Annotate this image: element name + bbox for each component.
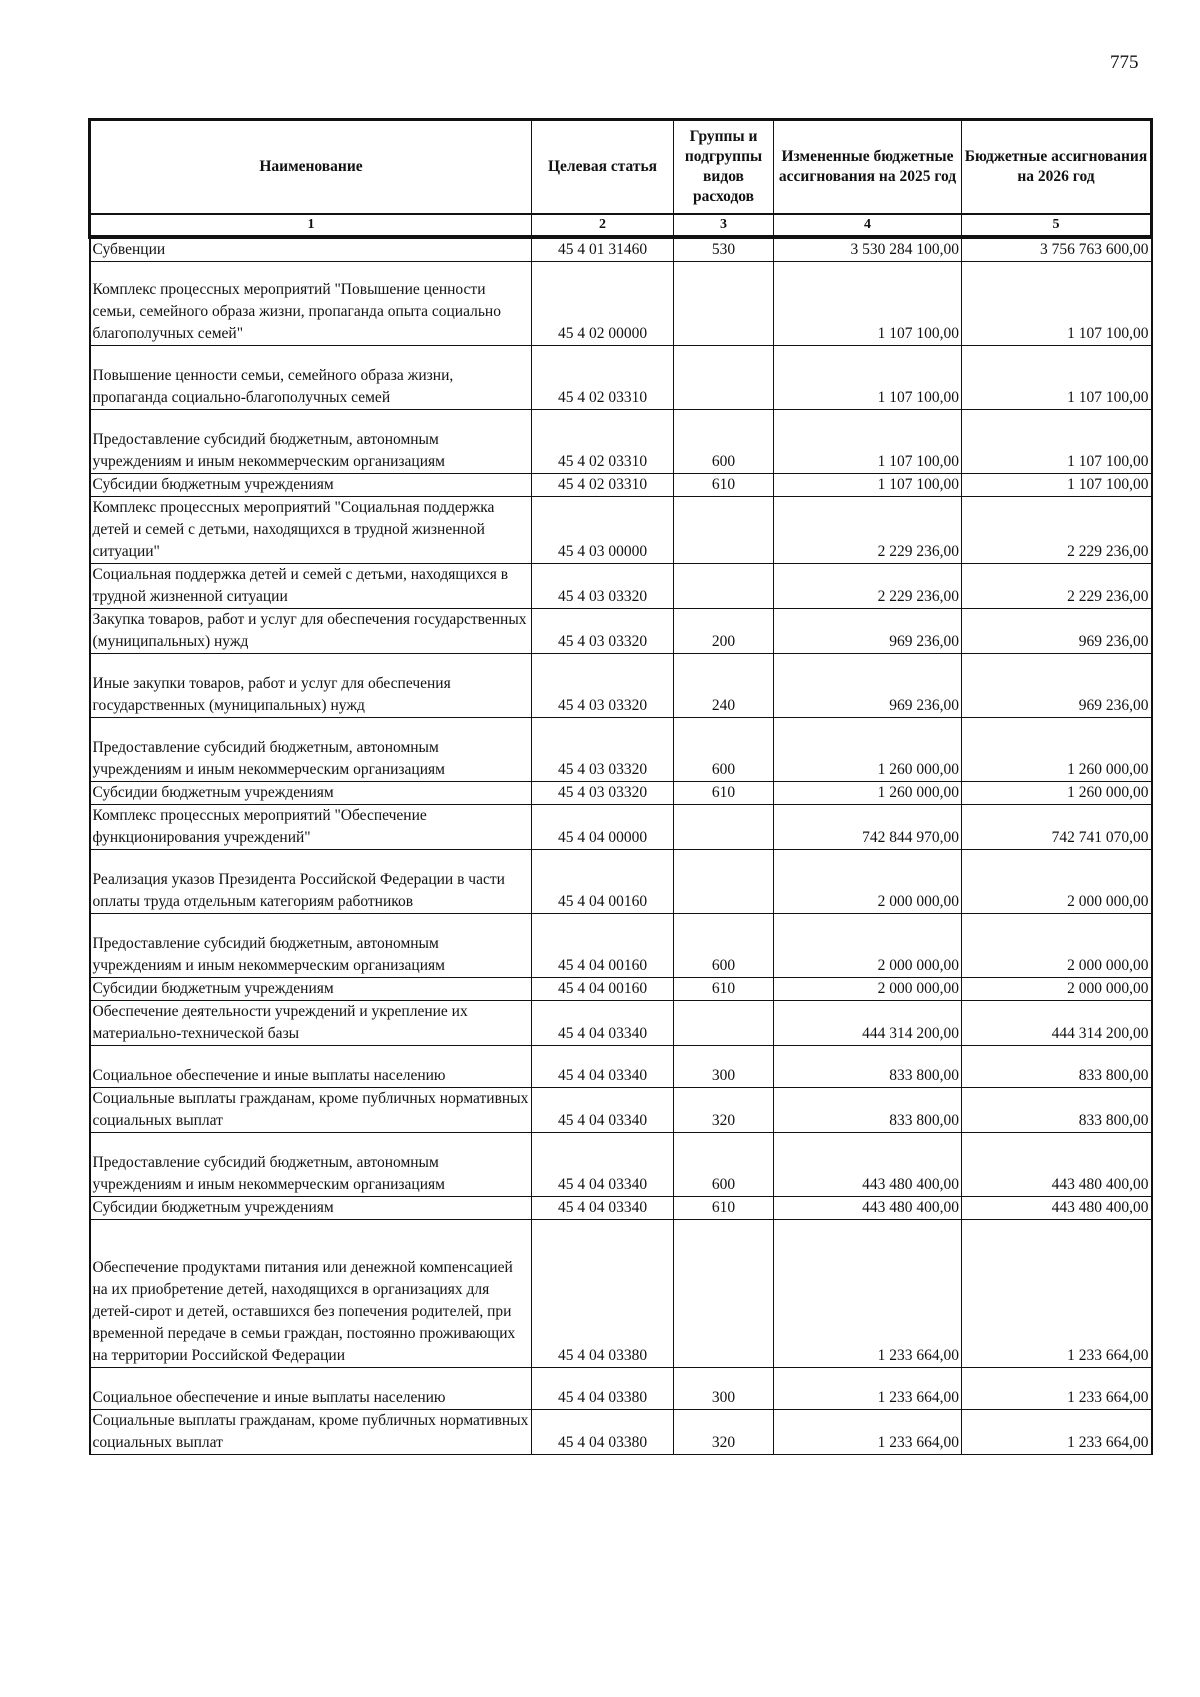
row-name-cell: Комплекс процессных мероприятий "Повышение ценности семьи, семейного образа жизни, пропаганда опыта социально благополучных семей" xyxy=(90,262,532,346)
row-expense-group-cell: 610 xyxy=(674,474,774,497)
table-row xyxy=(90,978,1152,1001)
row-amount-2026-cell: 1 107 100,00 xyxy=(962,262,1152,346)
row-amount-2026-cell: 742 741 070,00 xyxy=(962,805,1152,850)
table-row xyxy=(90,1001,1152,1046)
row-target-article-cell: 45 4 04 03340 xyxy=(532,1001,674,1046)
row-expense-group-cell xyxy=(674,850,774,914)
table-body xyxy=(90,237,1152,1455)
row-target-article-cell: 45 4 02 03310 xyxy=(532,410,674,474)
row-amount-2025-cell: 1 233 664,00 xyxy=(774,1368,962,1410)
row-expense-group-cell: 320 xyxy=(674,1410,774,1455)
table-row xyxy=(90,1046,1152,1088)
row-name-cell: Субсидии бюджетным учреждениям xyxy=(90,474,532,497)
row-amount-2025-cell: 2 000 000,00 xyxy=(774,978,962,1001)
page-number: 775 xyxy=(1110,52,1139,73)
table-row xyxy=(90,850,1152,914)
row-expense-group-cell: 610 xyxy=(674,978,774,1001)
column-number: 3 xyxy=(674,214,774,237)
row-amount-2025-cell: 1 107 100,00 xyxy=(774,474,962,497)
row-amount-2025-cell: 833 800,00 xyxy=(774,1046,962,1088)
row-amount-2025-cell: 1 260 000,00 xyxy=(774,782,962,805)
row-target-article-cell: 45 4 02 00000 xyxy=(532,262,674,346)
row-amount-2026-cell: 1 107 100,00 xyxy=(962,474,1152,497)
row-expense-group-cell: 600 xyxy=(674,718,774,782)
row-name-cell: Закупка товаров, работ и услуг для обеспечения государственных (муниципальных) нужд xyxy=(90,609,532,654)
row-name-cell: Обеспечение деятельности учреждений и укрепление их материально-технической базы xyxy=(90,1001,532,1046)
column-number-row xyxy=(90,214,1152,237)
row-target-article-cell: 45 4 04 03380 xyxy=(532,1368,674,1410)
row-name-cell: Повышение ценности семьи, семейного образа жизни, пропаганда социально-благополучных семей xyxy=(90,346,532,410)
column-number: 4 xyxy=(774,214,962,237)
row-amount-2025-cell: 969 236,00 xyxy=(774,654,962,718)
row-amount-2025-cell: 1 233 664,00 xyxy=(774,1410,962,1455)
row-expense-group-cell xyxy=(674,497,774,564)
row-target-article-cell: 45 4 04 03340 xyxy=(532,1046,674,1088)
table-row xyxy=(90,410,1152,474)
row-amount-2025-cell: 2 229 236,00 xyxy=(774,564,962,609)
row-name-cell: Социальное обеспечение и иные выплаты населению xyxy=(90,1046,532,1088)
row-expense-group-cell: 320 xyxy=(674,1088,774,1133)
row-expense-group-cell xyxy=(674,805,774,850)
row-name-cell: Комплекс процессных мероприятий "Обеспечение функционирования учреждений" xyxy=(90,805,532,850)
row-amount-2026-cell: 443 480 400,00 xyxy=(962,1133,1152,1197)
row-amount-2026-cell: 443 480 400,00 xyxy=(962,1197,1152,1220)
table-row xyxy=(90,1410,1152,1455)
row-target-article-cell: 45 4 03 03320 xyxy=(532,718,674,782)
row-target-article-cell: 45 4 04 03340 xyxy=(532,1088,674,1133)
column-number: 5 xyxy=(962,214,1152,237)
row-target-article-cell: 45 4 04 03340 xyxy=(532,1133,674,1197)
row-amount-2026-cell: 1 260 000,00 xyxy=(962,782,1152,805)
column-number: 2 xyxy=(532,214,674,237)
row-amount-2026-cell: 3 756 763 600,00 xyxy=(962,237,1152,262)
row-amount-2025-cell: 1 107 100,00 xyxy=(774,262,962,346)
row-target-article-cell: 45 4 04 00160 xyxy=(532,914,674,978)
row-amount-2026-cell: 833 800,00 xyxy=(962,1046,1152,1088)
row-expense-group-cell: 530 xyxy=(674,237,774,262)
table-header xyxy=(90,120,1152,238)
row-expense-group-cell xyxy=(674,346,774,410)
row-name-cell: Предоставление субсидий бюджетным, автономным учреждениям и иным некоммерческим организациям xyxy=(90,410,532,474)
row-target-article-cell: 45 4 02 03310 xyxy=(532,346,674,410)
row-amount-2025-cell: 969 236,00 xyxy=(774,609,962,654)
row-target-article-cell: 45 4 04 03380 xyxy=(532,1220,674,1368)
row-expense-group-cell xyxy=(674,1001,774,1046)
header-amount-2025: Измененные бюджетные ассигнования на 2025 год xyxy=(774,120,962,215)
row-amount-2025-cell: 3 530 284 100,00 xyxy=(774,237,962,262)
row-amount-2026-cell: 2 229 236,00 xyxy=(962,564,1152,609)
row-name-cell: Социальные выплаты гражданам, кроме публичных нормативных социальных выплат xyxy=(90,1410,532,1455)
row-target-article-cell: 45 4 01 31460 xyxy=(532,237,674,262)
row-amount-2026-cell: 2 000 000,00 xyxy=(962,850,1152,914)
row-expense-group-cell: 300 xyxy=(674,1046,774,1088)
row-amount-2026-cell: 444 314 200,00 xyxy=(962,1001,1152,1046)
table-row xyxy=(90,805,1152,850)
row-name-cell: Социальная поддержка детей и семей с детьми, находящихся в трудной жизненной ситуации xyxy=(90,564,532,609)
row-name-cell: Комплекс процессных мероприятий "Социальная поддержка детей и семей с детьми, находящихся в трудной жизненной ситуации" xyxy=(90,497,532,564)
row-amount-2026-cell: 969 236,00 xyxy=(962,654,1152,718)
row-amount-2025-cell: 2 229 236,00 xyxy=(774,497,962,564)
row-amount-2025-cell: 2 000 000,00 xyxy=(774,850,962,914)
table-row xyxy=(90,609,1152,654)
header-name: Наименование xyxy=(90,120,532,215)
row-expense-group-cell xyxy=(674,262,774,346)
row-name-cell: Социальное обеспечение и иные выплаты населению xyxy=(90,1368,532,1410)
table-row xyxy=(90,237,1152,262)
row-expense-group-cell: 200 xyxy=(674,609,774,654)
row-target-article-cell: 45 4 04 03380 xyxy=(532,1410,674,1455)
table-row xyxy=(90,654,1152,718)
row-amount-2026-cell: 969 236,00 xyxy=(962,609,1152,654)
row-amount-2026-cell: 2 000 000,00 xyxy=(962,978,1152,1001)
table-row xyxy=(90,1220,1152,1368)
row-amount-2026-cell: 1 260 000,00 xyxy=(962,718,1152,782)
row-amount-2025-cell: 1 233 664,00 xyxy=(774,1220,962,1368)
table-row xyxy=(90,718,1152,782)
row-amount-2025-cell: 443 480 400,00 xyxy=(774,1197,962,1220)
row-expense-group-cell: 600 xyxy=(674,914,774,978)
header-amount-2026: Бюджетные ассигнования на 2026 год xyxy=(962,120,1152,215)
row-expense-group-cell: 600 xyxy=(674,1133,774,1197)
row-target-article-cell: 45 4 03 03320 xyxy=(532,654,674,718)
row-target-article-cell: 45 4 03 03320 xyxy=(532,609,674,654)
row-target-article-cell: 45 4 04 00160 xyxy=(532,978,674,1001)
row-target-article-cell: 45 4 03 00000 xyxy=(532,497,674,564)
table-row xyxy=(90,1368,1152,1410)
row-amount-2025-cell: 1 107 100,00 xyxy=(774,410,962,474)
row-expense-group-cell xyxy=(674,1220,774,1368)
table-row xyxy=(90,1133,1152,1197)
row-name-cell: Предоставление субсидий бюджетным, автономным учреждениям и иным некоммерческим организациям xyxy=(90,718,532,782)
row-amount-2026-cell: 1 233 664,00 xyxy=(962,1410,1152,1455)
row-target-article-cell: 45 4 02 03310 xyxy=(532,474,674,497)
table-row xyxy=(90,564,1152,609)
row-target-article-cell: 45 4 04 00160 xyxy=(532,850,674,914)
row-target-article-cell: 45 4 03 03320 xyxy=(532,782,674,805)
row-name-cell: Субсидии бюджетным учреждениям xyxy=(90,782,532,805)
row-name-cell: Обеспечение продуктами питания или денежной компенсацией на их приобретение детей, находящихся в организациях для детей-сирот и детей, оставшихся без попечения родителей, при временной передаче в семьи граждан, постоянно проживающих на территории Российской Федерации xyxy=(90,1220,532,1368)
row-target-article-cell: 45 4 04 03340 xyxy=(532,1197,674,1220)
budget-table xyxy=(88,118,1153,1455)
row-name-cell: Иные закупки товаров, работ и услуг для обеспечения государственных (муниципальных) нужд xyxy=(90,654,532,718)
row-amount-2026-cell: 2 229 236,00 xyxy=(962,497,1152,564)
row-expense-group-cell: 600 xyxy=(674,410,774,474)
row-amount-2025-cell: 833 800,00 xyxy=(774,1088,962,1133)
row-name-cell: Субвенции xyxy=(90,237,532,262)
row-amount-2025-cell: 1 260 000,00 xyxy=(774,718,962,782)
row-expense-group-cell: 610 xyxy=(674,782,774,805)
row-target-article-cell: 45 4 03 03320 xyxy=(532,564,674,609)
row-amount-2025-cell: 2 000 000,00 xyxy=(774,914,962,978)
row-expense-group-cell: 300 xyxy=(674,1368,774,1410)
row-amount-2026-cell: 1 233 664,00 xyxy=(962,1220,1152,1368)
header-expense-group: Группы и подгруппы видов расходов xyxy=(674,120,774,215)
table-row xyxy=(90,262,1152,346)
row-amount-2025-cell: 742 844 970,00 xyxy=(774,805,962,850)
table-row xyxy=(90,346,1152,410)
row-amount-2025-cell: 444 314 200,00 xyxy=(774,1001,962,1046)
table-row xyxy=(90,914,1152,978)
row-expense-group-cell xyxy=(674,564,774,609)
row-expense-group-cell: 240 xyxy=(674,654,774,718)
row-name-cell: Социальные выплаты гражданам, кроме публичных нормативных социальных выплат xyxy=(90,1088,532,1133)
row-target-article-cell: 45 4 04 00000 xyxy=(532,805,674,850)
row-expense-group-cell: 610 xyxy=(674,1197,774,1220)
row-amount-2026-cell: 2 000 000,00 xyxy=(962,914,1152,978)
row-amount-2026-cell: 833 800,00 xyxy=(962,1088,1152,1133)
table-row xyxy=(90,1197,1152,1220)
table-row xyxy=(90,782,1152,805)
row-name-cell: Предоставление субсидий бюджетным, автономным учреждениям и иным некоммерческим организациям xyxy=(90,1133,532,1197)
row-name-cell: Субсидии бюджетным учреждениям xyxy=(90,1197,532,1220)
table-row xyxy=(90,1088,1152,1133)
header-row xyxy=(90,120,1152,215)
row-amount-2026-cell: 1 107 100,00 xyxy=(962,346,1152,410)
table-row xyxy=(90,474,1152,497)
row-amount-2026-cell: 1 233 664,00 xyxy=(962,1368,1152,1410)
row-amount-2026-cell: 1 107 100,00 xyxy=(962,410,1152,474)
row-name-cell: Субсидии бюджетным учреждениям xyxy=(90,978,532,1001)
row-amount-2025-cell: 1 107 100,00 xyxy=(774,346,962,410)
column-number: 1 xyxy=(90,214,532,237)
row-name-cell: Реализация указов Президента Российской Федерации в части оплаты труда отдельным категориям работников xyxy=(90,850,532,914)
row-amount-2025-cell: 443 480 400,00 xyxy=(774,1133,962,1197)
table-row xyxy=(90,497,1152,564)
header-target-article: Целевая статья xyxy=(532,120,674,215)
row-name-cell: Предоставление субсидий бюджетным, автономным учреждениям и иным некоммерческим организациям xyxy=(90,914,532,978)
